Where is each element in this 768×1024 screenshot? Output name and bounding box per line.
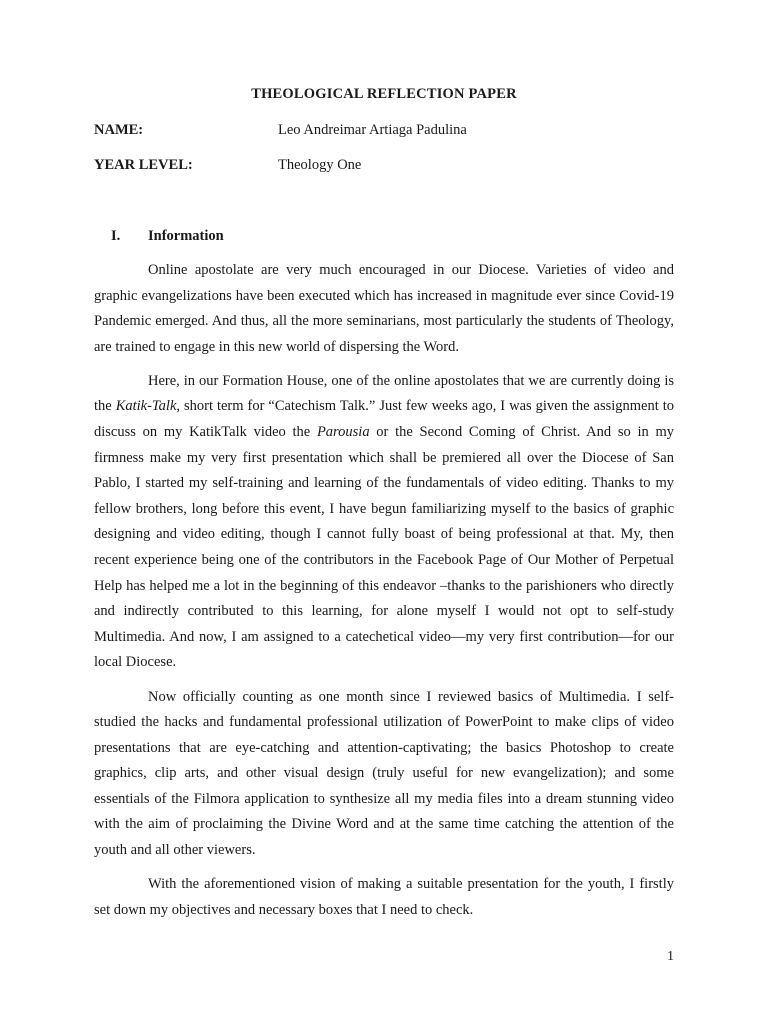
paragraph-1: Online apostolate are very much encouraged in our Diocese. Varieties of video and graphic evangelizations have been executed which has increased in magnitude ever since Covid-19 Pandemic emerged. And thus, all the more seminarians, most particularly the students of Theology, are trained to engage in this new world of dispersing the Word. [94,262,674,355]
document-body [94,258,674,932]
section-number: I. [111,228,121,244]
document-title: THEOLOGICAL REFLECTION PAPER [251,86,517,102]
paragraph-3: Now officially counting as one month since I reviewed basics of Multimedia. I self-studied the hacks and fundamental professional utilization of PowerPoint to make clips of video presentations that are eye-catching and attention-captivating; the basics Photoshop to create graphics, clip arts, and other visual design (truly useful for new evangelization); and some essentials of the Filmora application to synthesize all my media files into a dream stunning video with the aim of proclaiming the Divine Word and at the same time catching the attention of the youth and all other viewers. [94,688,674,859]
year-level-label: YEAR LEVEL: [94,157,193,173]
paragraph-4: With the aforementioned vision of making a suitable presentation for the youth, I firstly set down my objectives and necessary boxes that I need to check. [94,876,674,918]
section-title: Information [148,228,224,244]
year-level-value: Theology One [278,157,362,173]
name-value: Leo Andreimar Artiaga Padulina [278,122,467,138]
paragraph-2: Here, in our Formation House, one of the online apostolates that we are currently doing is the Katik-Talk, short term for “Catechism Talk.” Just few weeks ago, I was given the assignment to discuss on my KatikTalk video the Parousia or the Second Coming of Christ. And so in my firmness make my very first presentation which shall be premiered all over the Diocese of San Pablo, I started my self-training and learning of the fundamentals of video editing. Thanks to my fellow brothers, long before this event, I have begun familiarizing myself to the basics of graphic designing and video editing, though I cannot fully boast of being professional at that. My, then recent experience being one of the contributors in the Facebook Page of Our Mother of Perpetual Help has helped me a lot in the beginning of this endeavor –thanks to the parishioners who directly and indirectly contributed to this learning, for alone myself I would not opt to self-study Multimedia. And now, I am assigned to a catechetical video—my very first contribution—for our local Diocese. [94,372,674,671]
page-number: 1 [667,949,674,964]
italic-term: Katik-Talk [115,398,177,415]
name-label: NAME: [94,122,144,138]
italic-term: Parousia [316,424,370,441]
